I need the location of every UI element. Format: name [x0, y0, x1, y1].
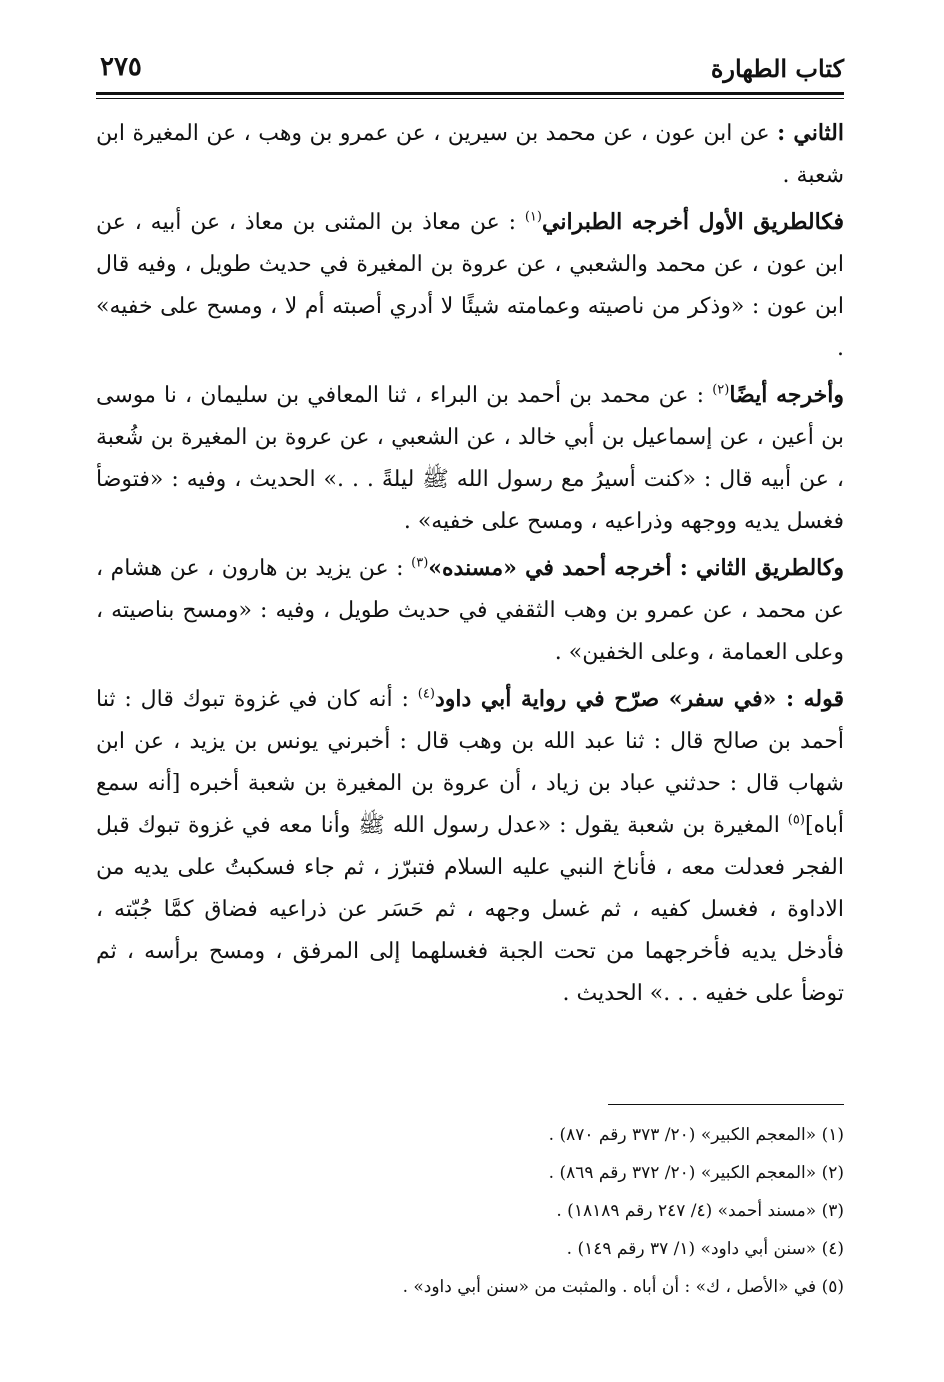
footnotes [96, 1116, 844, 1306]
paragraph-4 [96, 547, 844, 674]
page-header [96, 48, 844, 94]
paragraph-1 [96, 112, 844, 197]
footnote-4: (٤) «سنن أبي داود» (١/ ٣٧ رقم ١٤٩) . [566, 1239, 844, 1259]
paragraph-body-continued: المغيرة بن شعبة يقول : «عدل رسول الله ﷺ وأنا معه في غزوة تبوك قبل الفجر فعدلت معه ، فأناخ النبي عليه السلام فتبرّز ، ثم جاء فسكبتُ على يديه من الاداوة ، فغسل كفيه ، ثم غسل وجهه ، ثم حَسَر عن ذراعيه فضاق كمَّا جُبّته ، فأدخل يديه فأخرجهما من تحت الجبة فغسلهما إلى المرفق ، ومسح برأسه ، ثم توضأ على خفيه . . .» الحديث . [96, 813, 844, 1006]
paragraph-lead: الثاني : [777, 120, 844, 146]
footnote-separator [608, 1104, 844, 1105]
footnote-2: (٢) «المعجم الكبير» (٢٠/ ٣٧٢ رقم ٨٦٩) . [548, 1163, 844, 1183]
footnote-ref-4[interactable]: (٤) [417, 686, 435, 702]
footnote-ref-5[interactable]: (٥) [787, 812, 805, 828]
paragraph-lead: وأخرجه أيضًا [729, 382, 845, 408]
paragraph-5 [96, 678, 844, 1015]
footnote-5: (٥) في «الأصل ، ك» : أن أباه . والمثبت من «سنن أبي داود» . [402, 1277, 844, 1297]
footnote-ref-2[interactable]: (٢) [712, 382, 730, 398]
main-text [96, 112, 844, 1019]
paragraph-lead: وكالطريق الثاني : أخرجه أحمد في «مسنده» [428, 555, 844, 581]
running-title: كتاب الطهارة [710, 54, 844, 83]
paragraph-body: : عن محمد بن أحمد بن البراء ، ثنا المعافي بن سليمان ، نا موسى بن أعين ، عن إسماعيل بن أبي خالد ، عن الشعبي ، عن عروة بن المغيرة بن شُعبة ، عن أبيه قال : «كنت أسيرُ مع رسول الله ﷺ ليلةً . . .» الحديث ، وفيه : «فتوضأ فغسل يديه ووجهه وذراعيه ، ومسح على خفيه» . [96, 383, 844, 534]
header-rule-thick [96, 92, 844, 95]
footnote-ref-3[interactable]: (٣) [411, 555, 429, 571]
paragraph-body: : أنه كان في غزوة تبوك قال : ثنا أحمد بن صالح قال : ثنا عبد الله بن وهب قال : أخبرني يونس بن يزيد ، عن ابن شهاب قال : حدثني عباد بن زياد ، أن عروة بن المغيرة بن شعبة أخبره [أنه سمع أباه] [96, 687, 845, 838]
footnote-ref-1[interactable]: (١) [524, 209, 542, 225]
header-rule-thin [96, 98, 844, 99]
footnote-3: (٣) «مسند أحمد» (٤/ ٢٤٧ رقم ١٨١٨٩) . [556, 1201, 844, 1221]
paragraph-lead: فكالطريق الأول أخرجه الطبراني [541, 209, 844, 235]
paragraph-body: : عن يزيد بن هارون ، عن هشام ، عن محمد ، عن عمرو بن وهب الثقفي في حديث طويل ، وفيه : «ومسح بناصيته ، وعلى العمامة ، وعلى الخفين» . [96, 556, 844, 665]
page-number: ٢٧٥ [100, 52, 142, 82]
paragraph-3 [96, 374, 844, 543]
paragraph-body: عن ابن عون ، عن محمد بن سيرين ، عن عمرو بن وهب ، عن المغيرة ابن شعبة . [96, 121, 844, 188]
paragraph-2 [96, 201, 844, 370]
paragraph-body: : عن معاذ بن المثنى بن معاذ ، عن أبيه ، عن ابن عون ، عن محمد والشعبي ، عن عروة بن المغيرة في حديث طويل ، وفيه قال ابن عون : «وذكر من ناصيته وعمامته شيئًا لا أدري أصبته أم لا ، ومسح على خفيه» . [96, 210, 844, 361]
footnote-1: (١) «المعجم الكبير» (٢٠/ ٣٧٣ رقم ٨٧٠) . [548, 1125, 844, 1145]
paragraph-lead: قوله : «في سفر» صرّح في رواية أبي داود [434, 686, 845, 712]
